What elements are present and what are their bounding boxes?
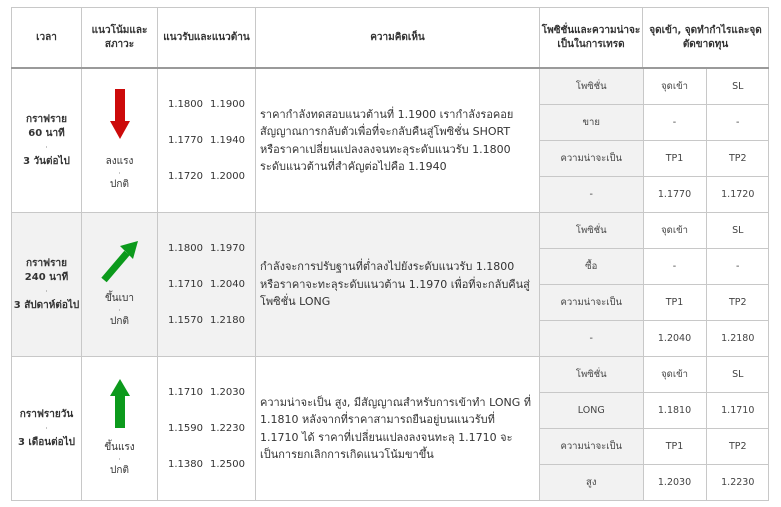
separator-dot: · — [118, 169, 121, 178]
header-trend: แนวโน้มและสภาวะ — [82, 8, 158, 69]
header-time: เวลา — [12, 8, 82, 69]
sl-value: - — [706, 249, 769, 285]
separator-dot: · — [45, 423, 48, 433]
level-pair — [158, 411, 255, 447]
probability-value: - — [540, 177, 643, 213]
tp2-value: 1.2180 — [706, 321, 769, 357]
probability-label: ความน่าจะเป็น — [540, 429, 643, 465]
comment-cell: ความน่าจะเป็น สูง, มีสัญญาณสำหรับการเข้าทำ LONG ที่ 1.1810 หลังจากที่ราคาสามารถยืนอยู่บนแนวรับที่ 1.1710 ได้ ราคาที่เปลี่ยนแปลงลงจนทะลุ 1.1710 จะเป็นการยกเลิกการเกิดแนวโน้มขาขึ้น — [256, 357, 540, 501]
resistance-level: 1.1970 — [210, 243, 245, 254]
sl-value: - — [706, 105, 769, 141]
timeframe-horizon: 3 วันต่อไป — [23, 155, 70, 167]
trade-plan-table — [540, 69, 769, 212]
resistance-level: 1.2000 — [210, 171, 245, 182]
header-position: โพซิชั่นและความน่าจะเป็นในการเทรด — [540, 8, 643, 69]
sl-value: 1.1710 — [706, 393, 769, 429]
timeframe-cell — [12, 213, 82, 357]
level-pair — [158, 267, 255, 303]
support-level: 1.1570 — [168, 315, 203, 326]
arrow-up-right-icon — [100, 240, 140, 284]
trade-plan-table — [540, 357, 769, 500]
separator-dot: · — [45, 286, 48, 296]
trend-strength: ขึ้นเบา — [104, 293, 135, 304]
support-level: 1.1710 — [168, 279, 203, 290]
resistance-level: 1.2040 — [210, 279, 245, 290]
comment-cell: กำลังจะการปรับฐานที่ต่ำลงไปยังระดับแนวรับ 1.1800 หรือราคาจะทะลุระดับแนวต้าน 1.1970 เพื่อที่จะกลับคืนสู่โพซิชั่น LONG — [256, 213, 540, 357]
resistance-level: 1.2500 — [210, 459, 245, 470]
level-pair — [158, 123, 255, 159]
support-level: 1.1800 — [168, 99, 203, 110]
trend-strength: ขึ้นแรง — [104, 442, 135, 453]
forecast-table — [11, 7, 769, 501]
timeframe-cell — [12, 357, 82, 501]
comment-cell: ราคากำลังทดสอบแนวต้านที่ 1.1900 เรากำลังรอคอยสัญญาณการกลับตัวเพื่อที่จะกลับคืนสู่โพซิชั่น SHORT หรือราคาเปลี่ยนแปลงลงจนทะลุระดับแนวรับ 1.1800 ระดับแนวต้านที่สำคัญต่อไปคือ 1.1940 — [256, 68, 540, 213]
probability-value: - — [540, 321, 643, 357]
tp1-label: TP1 — [643, 285, 706, 321]
trade-plan-cell — [540, 213, 769, 357]
probability-label: ความน่าจะเป็น — [540, 141, 643, 177]
tp2-label: TP2 — [706, 285, 769, 321]
timeframe-horizon: 3 เดือนต่อไป — [17, 436, 76, 448]
trend-cell — [82, 213, 158, 357]
trade-plan-cell — [540, 68, 769, 213]
level-pair — [158, 303, 255, 339]
arrow-up-icon — [110, 379, 130, 429]
entry-label: จุดเข้า — [643, 213, 706, 249]
entry-value: 1.1810 — [643, 393, 706, 429]
position-value: ขาย — [540, 105, 643, 141]
table-row — [12, 357, 769, 501]
probability-label: ความน่าจะเป็น — [540, 285, 643, 321]
position-value: LONG — [540, 393, 643, 429]
header-levels: แนวรับและแนวต้าน — [158, 8, 256, 69]
support-level: 1.1380 — [168, 459, 203, 470]
levels-cell — [158, 68, 256, 213]
trend-strength: ลงแรง — [105, 156, 134, 167]
trend-condition: ปกติ — [110, 316, 129, 327]
header-comment: ความคิดเห็น — [256, 8, 540, 69]
timeframe-period: 240 นาที — [24, 271, 69, 283]
separator-dot: · — [118, 455, 121, 464]
arrow-down-icon — [110, 89, 130, 141]
tp2-value: 1.1720 — [706, 177, 769, 213]
resistance-level: 1.2030 — [210, 387, 245, 398]
level-pair — [158, 447, 255, 483]
tp2-label: TP2 — [706, 429, 769, 465]
sl-label: SL — [706, 213, 769, 249]
separator-dot: · — [45, 142, 48, 152]
tp1-label: TP1 — [643, 429, 706, 465]
timeframe-label: กราฟราย — [26, 113, 67, 125]
sl-label: SL — [706, 69, 769, 105]
support-level: 1.1710 — [168, 387, 203, 398]
trade-plan-table — [540, 213, 769, 356]
resistance-level: 1.1900 — [210, 99, 245, 110]
resistance-level: 1.2230 — [210, 423, 245, 434]
level-pair — [158, 375, 255, 411]
tp2-label: TP2 — [706, 141, 769, 177]
support-level: 1.1800 — [168, 243, 203, 254]
table-row — [12, 213, 769, 357]
trend-cell — [82, 68, 158, 213]
entry-value: - — [643, 105, 706, 141]
position-label: โพซิชั่น — [540, 69, 643, 105]
tp1-value: 1.2040 — [643, 321, 706, 357]
resistance-level: 1.1940 — [210, 135, 245, 146]
trend-cell — [82, 357, 158, 501]
probability-value: สูง — [540, 465, 643, 501]
position-value: ซื้อ — [540, 249, 643, 285]
trend-condition: ปกติ — [110, 179, 129, 190]
timeframe-label: กราฟรายวัน — [19, 408, 74, 420]
level-pair — [158, 231, 255, 267]
trade-plan-cell — [540, 357, 769, 501]
support-level: 1.1770 — [168, 135, 203, 146]
header-row — [12, 8, 769, 69]
entry-label: จุดเข้า — [643, 357, 706, 393]
level-pair — [158, 87, 255, 123]
position-label: โพซิชั่น — [540, 357, 643, 393]
levels-cell — [158, 357, 256, 501]
tp2-value: 1.2230 — [706, 465, 769, 501]
timeframe-cell — [12, 68, 82, 213]
tp1-label: TP1 — [643, 141, 706, 177]
timeframe-period: 60 นาที — [28, 127, 65, 139]
entry-value: - — [643, 249, 706, 285]
position-label: โพซิชั่น — [540, 213, 643, 249]
entry-label: จุดเข้า — [643, 69, 706, 105]
table-row — [12, 68, 769, 213]
header-entry: จุดเข้า, จุดทำกำไรและจุดตัดขาดทุน — [643, 8, 769, 69]
support-level: 1.1720 — [168, 171, 203, 182]
tp1-value: 1.2030 — [643, 465, 706, 501]
timeframe-label: กราฟราย — [26, 257, 67, 269]
trend-condition: ปกติ — [110, 465, 129, 476]
resistance-level: 1.2180 — [210, 315, 245, 326]
timeframe-horizon: 3 สัปดาห์ต่อไป — [13, 299, 80, 311]
separator-dot: · — [118, 306, 121, 315]
sl-label: SL — [706, 357, 769, 393]
levels-cell — [158, 213, 256, 357]
tp1-value: 1.1770 — [643, 177, 706, 213]
level-pair — [158, 159, 255, 195]
support-level: 1.1590 — [168, 423, 203, 434]
